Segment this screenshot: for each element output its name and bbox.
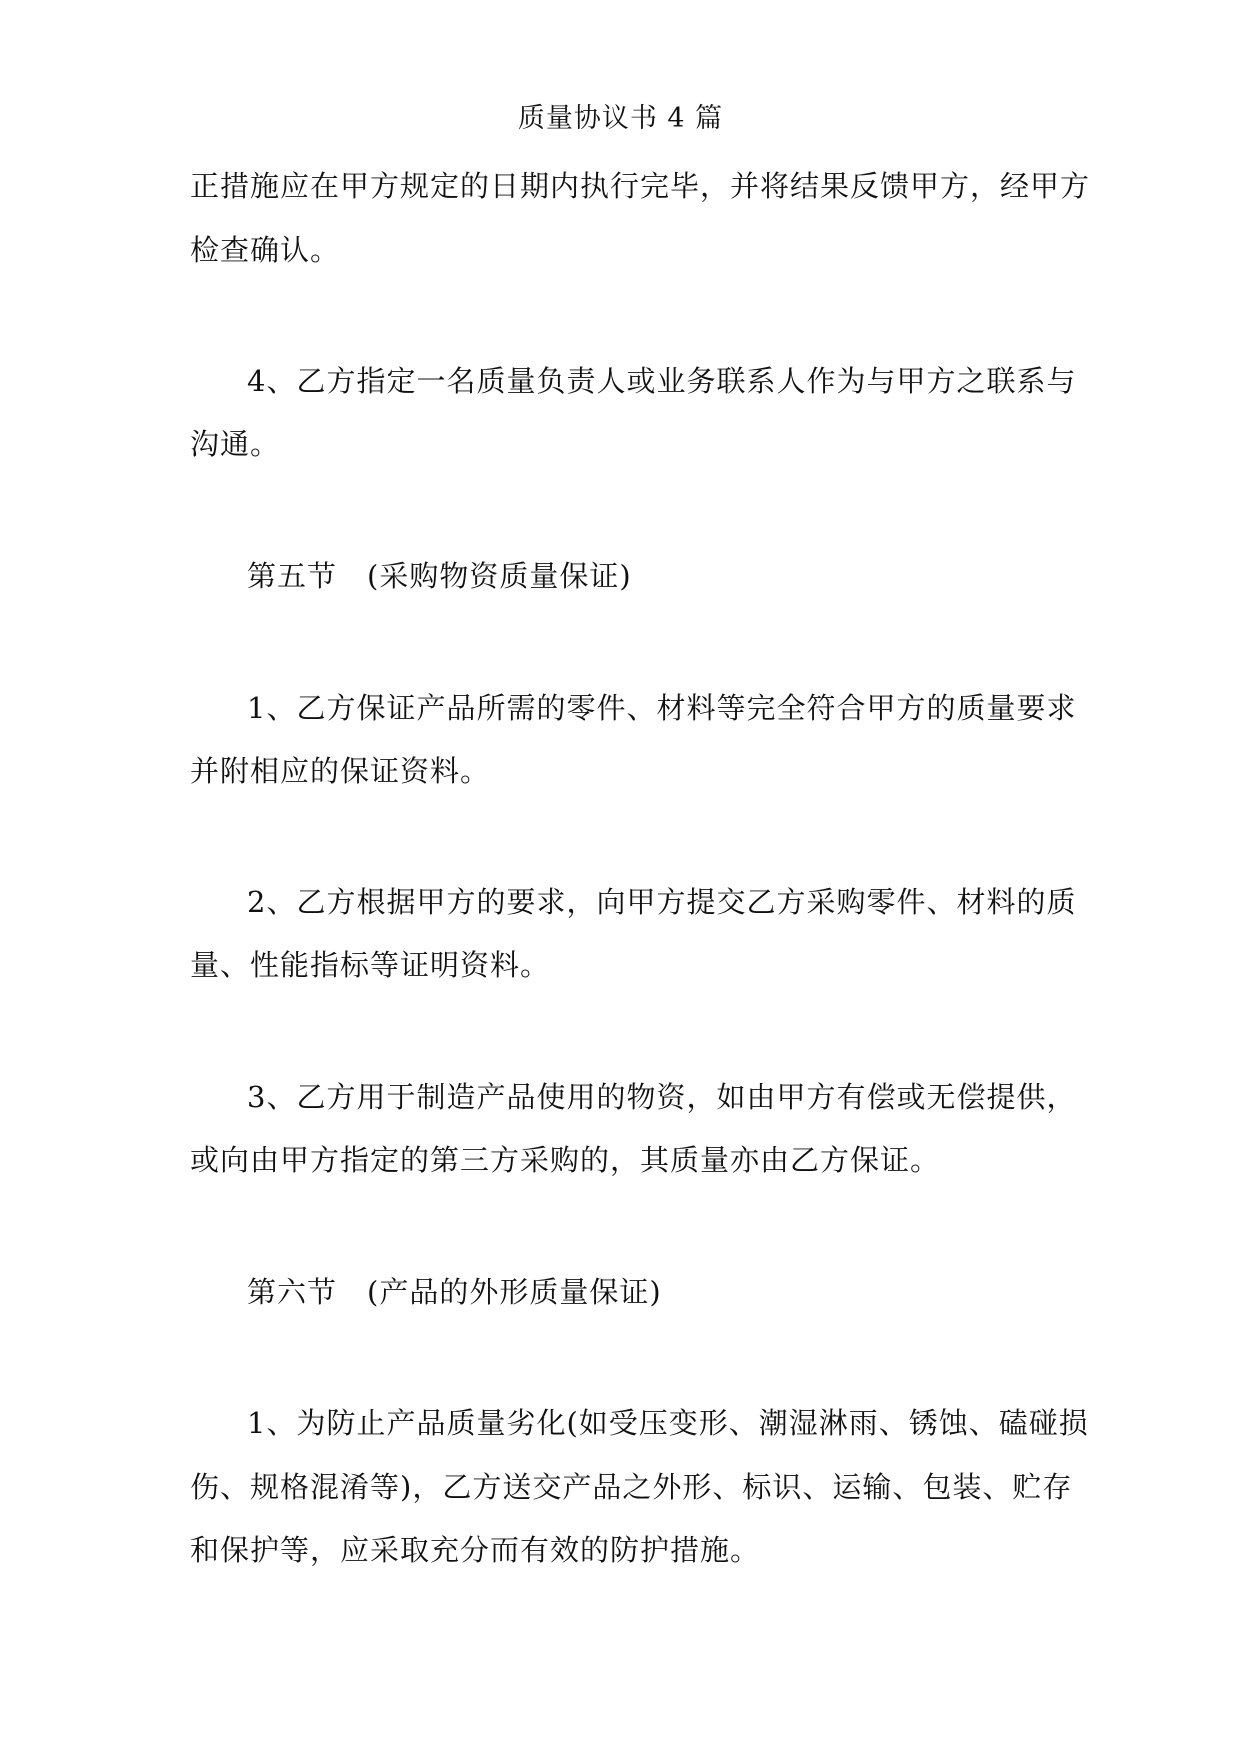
paragraph-line: 和保护等，应采取充分而有效的防护措施。 [190,1533,761,1567]
paragraph-line: 正措施应在甲方规定的日期内执行完毕，并将结果反馈甲方，经甲方 [190,169,1091,203]
paragraph-line: 并附相应的保证资料。 [190,754,491,788]
paragraph-line: 3、乙方用于制造产品使用的物资，如由甲方有偿或无偿提供， [247,1080,1077,1114]
paragraph-line: 量、性能指标等证明资料。 [190,948,551,982]
section-heading-5: 第五节 (采购物资质量保证) [247,559,632,593]
paragraph-line: 沟通。 [190,427,281,461]
paragraph-line: 伤、规格混淆等)，乙方送交产品之外形、标识、运输、包装、贮存 [190,1470,1073,1504]
paragraph-line: 检查确认。 [190,233,341,267]
paragraph-line: 1、为防止产品质量劣化(如受压变形、潮湿淋雨、锈蚀、磕碰损 [247,1406,1089,1440]
paragraph-line: 2、乙方根据甲方的要求，向甲方提交乙方采购零件、材料的质 [247,885,1077,919]
paragraph-line: 1、乙方保证产品所需的零件、材料等完全符合甲方的质量要求 [247,691,1077,725]
paragraph-line: 4、乙方指定一名质量负责人或业务联系人作为与甲方之联系与 [247,364,1077,398]
page-header-title: 质量协议书 4 篇 [517,103,724,134]
paragraph-line: 或向由甲方指定的第三方采购的，其质量亦由乙方保证。 [190,1143,941,1177]
section-heading-6: 第六节 (产品的外形质量保证) [247,1275,662,1309]
